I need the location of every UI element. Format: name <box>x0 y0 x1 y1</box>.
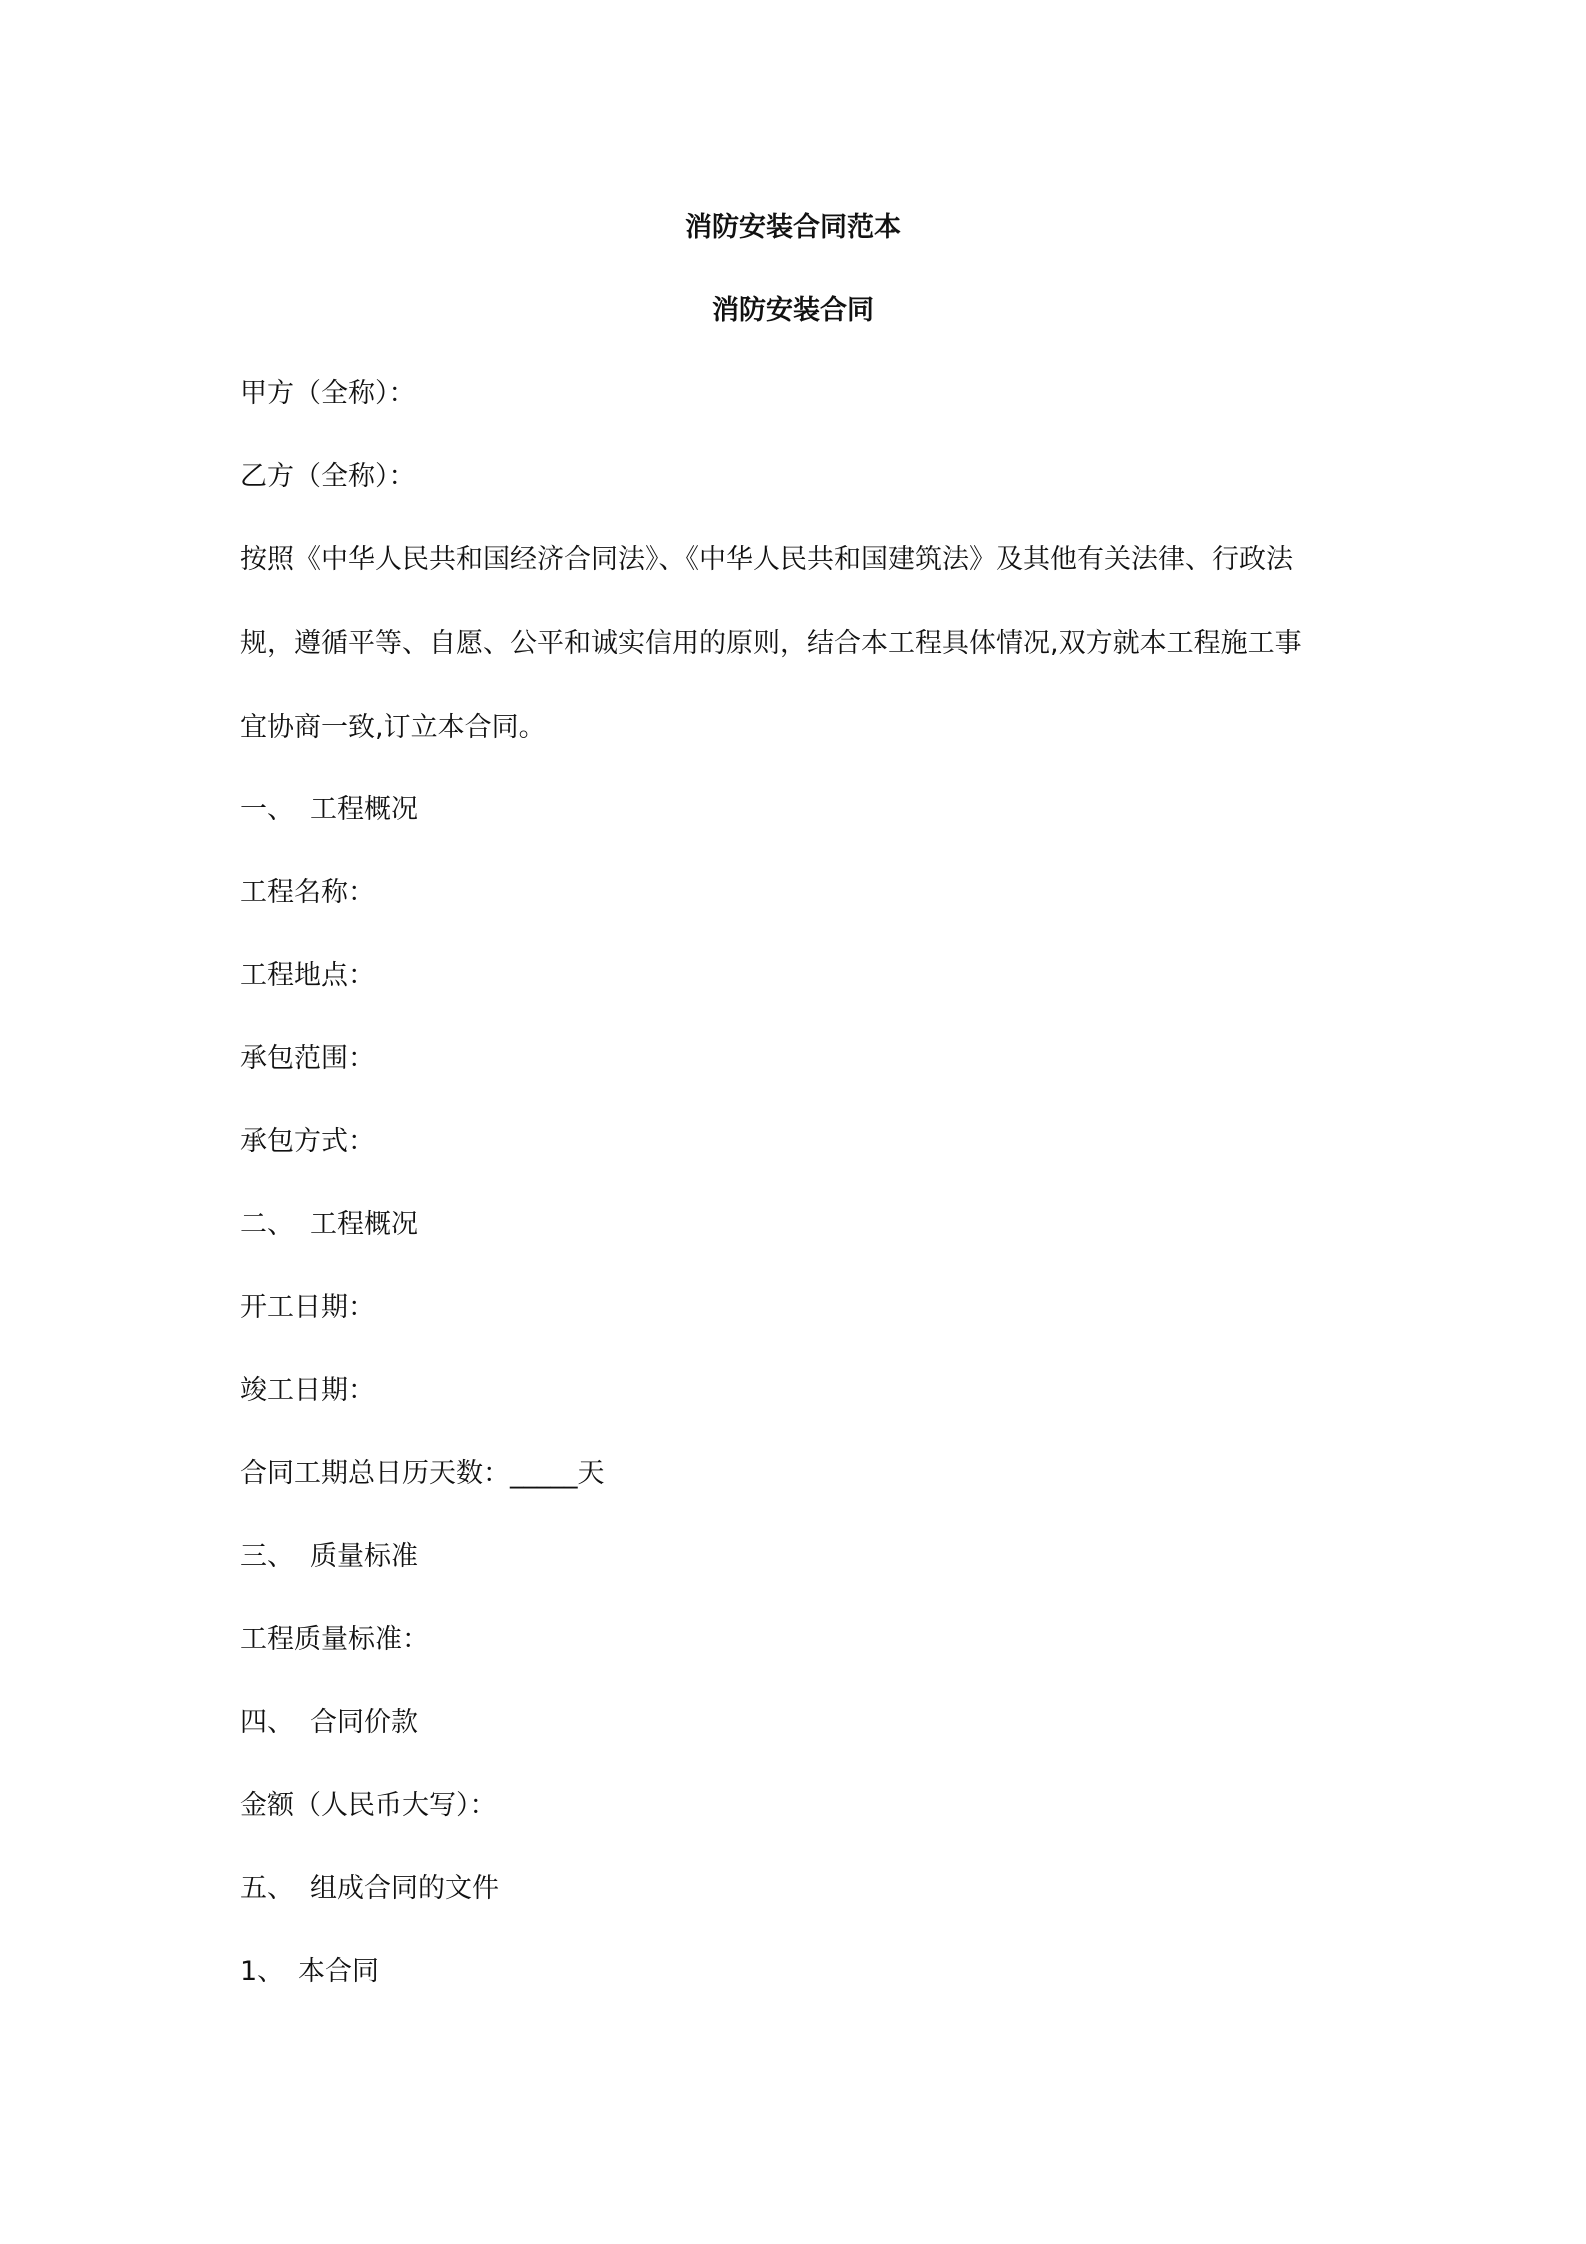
section-number: 四、 <box>240 1707 294 1738</box>
field-project-name: 工程名称： <box>240 877 375 908</box>
document-title: 消防安装合同范本 <box>685 212 901 243</box>
section-number: 一、 <box>240 794 294 825</box>
preamble-line: 规，遵循平等、自愿、公平和诚实信用的原则，结合本工程具体情况,双方就本工程施工事 <box>240 628 1302 659</box>
preamble-line: 宜协商一致,订立本合同。 <box>240 712 546 743</box>
list-item-text: 本合同 <box>298 1956 379 1987</box>
section-number: 五、 <box>240 1873 294 1904</box>
list-item-number: 1、 <box>240 1956 285 1987</box>
field-quality-standard: 工程质量标准： <box>240 1624 429 1655</box>
section-title: 组成合同的文件 <box>310 1873 499 1904</box>
field-start-date: 开工日期： <box>240 1292 375 1323</box>
section-heading-3 <box>240 1539 418 1575</box>
contract-title: 消防安装合同 <box>712 295 874 326</box>
section-heading-5 <box>240 1871 499 1907</box>
list-item <box>240 1954 379 1990</box>
section-heading-4 <box>240 1705 418 1741</box>
section-title: 工程概况 <box>310 1209 418 1240</box>
party-a-line: 甲方（全称）： <box>240 378 416 409</box>
field-total-days: 合同工期总日历天数：_____天 <box>240 1458 605 1489</box>
section-heading-1 <box>240 792 418 828</box>
party-b-line: 乙方（全称）： <box>240 461 416 492</box>
preamble-line: 按照《中华人民共和国经济合同法》、《中华人民共和国建筑法》及其他有关法律、行政法 <box>240 544 1293 575</box>
field-contract-scope: 承包范围： <box>240 1043 375 1074</box>
section-title: 工程概况 <box>310 794 418 825</box>
section-heading-2 <box>240 1207 418 1243</box>
field-project-location: 工程地点： <box>240 960 375 991</box>
field-completion-date: 竣工日期： <box>240 1375 375 1406</box>
field-contract-method: 承包方式： <box>240 1126 375 1157</box>
section-title: 质量标准 <box>310 1541 418 1572</box>
section-title: 合同价款 <box>310 1707 418 1738</box>
preamble-paragraph <box>240 542 1355 794</box>
field-amount: 金额（人民币大写）： <box>240 1790 497 1821</box>
section-number: 三、 <box>240 1541 294 1572</box>
section-number: 二、 <box>240 1209 294 1240</box>
